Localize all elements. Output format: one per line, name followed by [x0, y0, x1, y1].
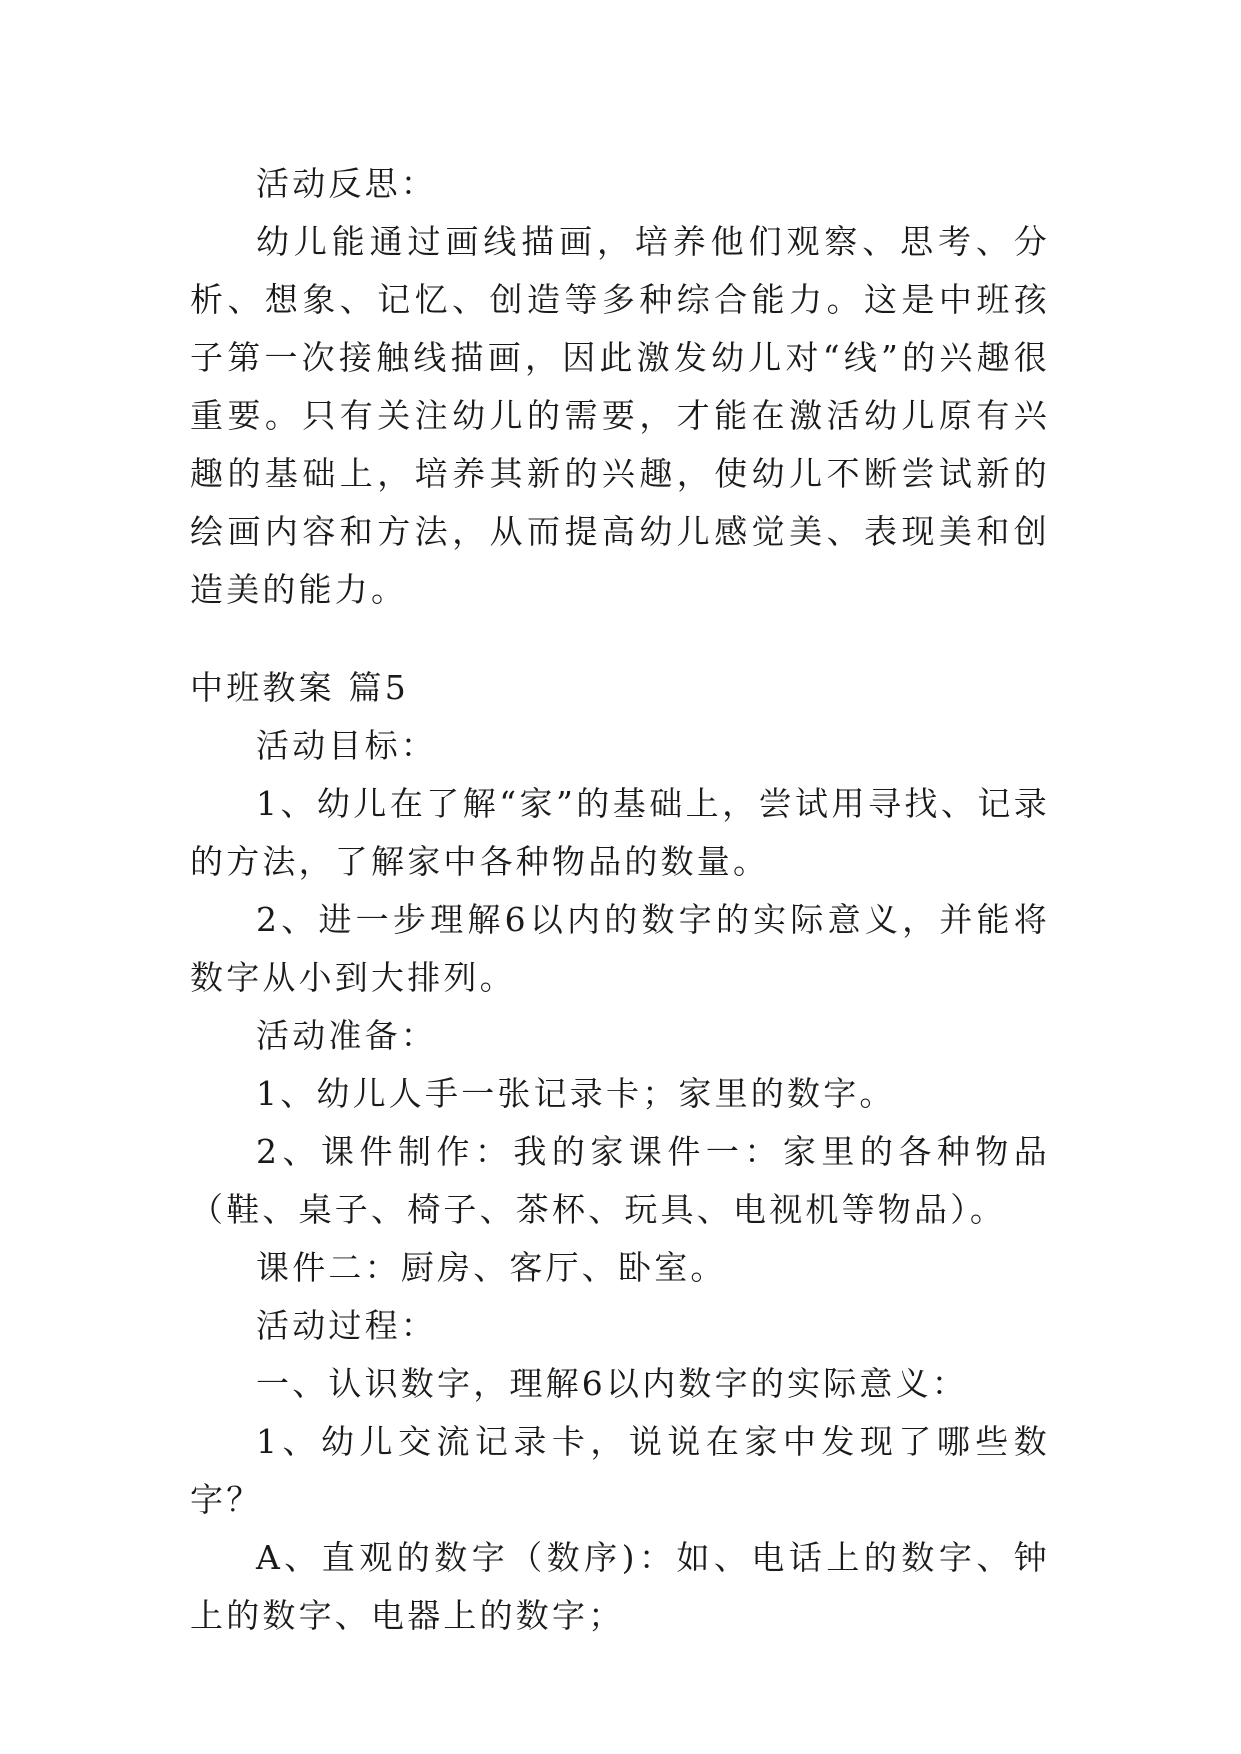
goals-title: 活动目标：	[256, 726, 437, 765]
goal-item-1: 1、幼儿在了解“家”的基础上，尝试用寻找、记录的方法，了解家中各种物品的数量。	[190, 784, 1050, 881]
lesson-heading: 中班教案 篇5	[190, 668, 409, 707]
prep-title: 活动准备：	[256, 1016, 437, 1055]
prep-item-3: 课件二：厨房、客厅、卧室。	[256, 1248, 727, 1287]
process-step-1: 一、认识数字，理解6以内数字的实际意义：	[256, 1364, 968, 1403]
document-page	[190, 155, 1050, 1645]
prep-item-1: 1、幼儿人手一张记录卡；家里的数字。	[256, 1074, 896, 1113]
section-gap	[190, 619, 1050, 659]
process-title: 活动过程：	[256, 1306, 437, 1345]
prep-item-2: 2、课件制作：我的家课件一：家里的各种物品（鞋、桌子、椅子、茶杯、玩具、电视机等物品）。	[190, 1132, 1050, 1229]
process-step-1-1: 1、幼儿交流记录卡，说说在家中发现了哪些数字？	[190, 1422, 1050, 1519]
reflection-title: 活动反思：	[256, 164, 437, 203]
process-step-1-a: A、直观的数字（数序)：如、电话上的数字、钟上的数字、电器上的数字；	[190, 1538, 1050, 1635]
goal-item-2: 2、进一步理解6以内的数字的实际意义，并能将数字从小到大排列。	[190, 900, 1050, 997]
reflection-body: 幼儿能通过画线描画，培养他们观察、思考、分析、想象、记忆、创造等多种综合能力。这是中班孩子第一次接触线描画，因此激发幼儿对“线”的兴趣很重要。只有关注幼儿的需要，才能在激活幼儿原有兴趣的基础上，培养其新的兴趣，使幼儿不断尝试新的绘画内容和方法，从而提高幼儿感觉美、表现美和创造美的能力。	[190, 222, 1050, 609]
